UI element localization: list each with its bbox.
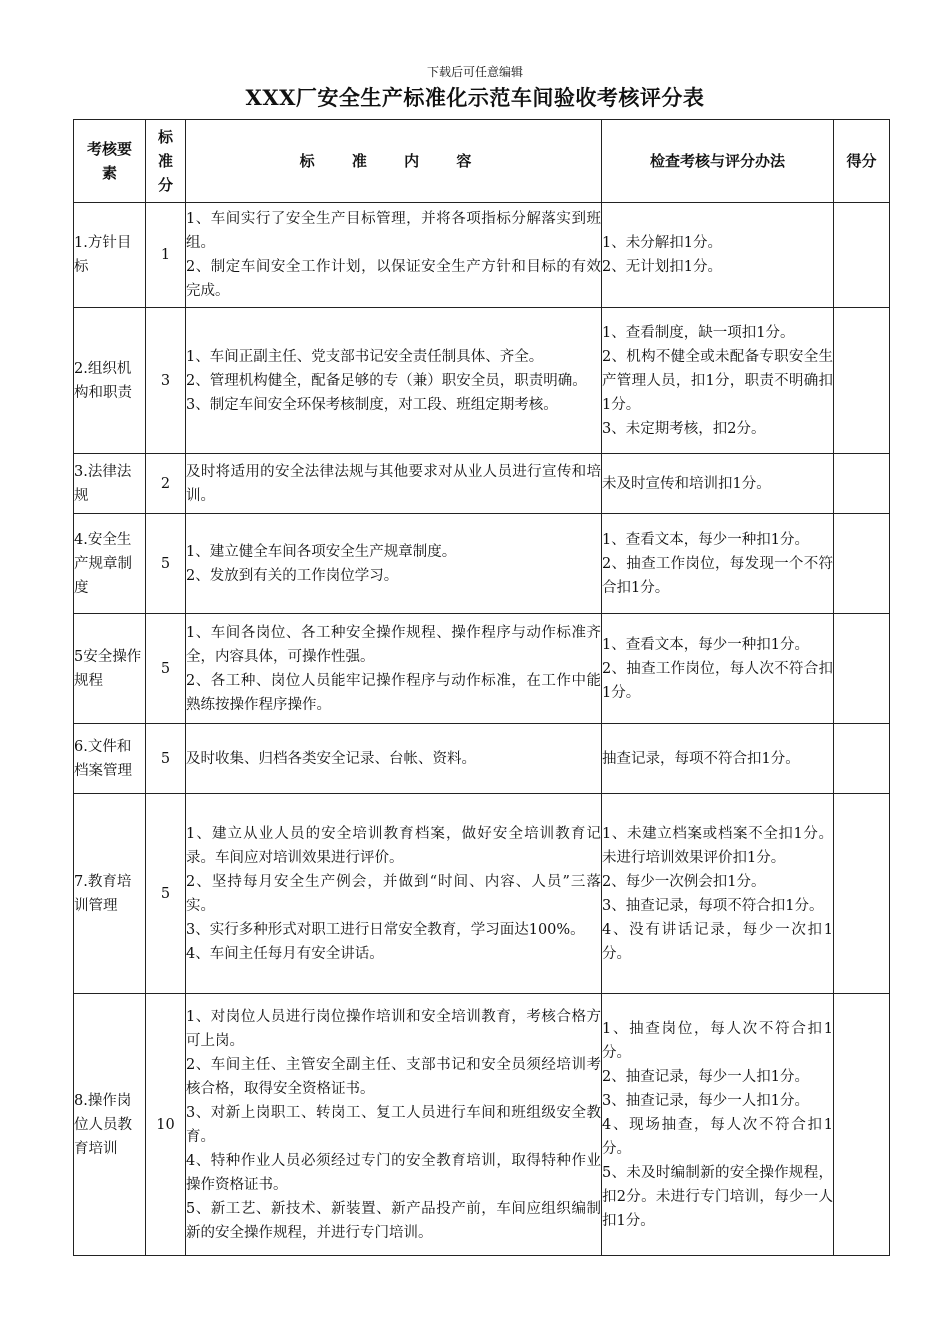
content-line: 1、建立健全车间各项安全生产规章制度。 (186, 543, 457, 560)
cell-element: 4.安全生产规章制度 (74, 514, 146, 614)
method-line: 未及时宣传和培训扣1分。 (602, 475, 771, 492)
content-line: 1、车间正副主任、党支部书记安全责任制具体、齐全。 (186, 348, 544, 365)
cell-content (186, 994, 602, 1256)
cell-standard-score: 5 (146, 514, 186, 614)
content-line: 2、制定车间安全工作计划，以保证安全生产方针和目标的有效完成。 (186, 259, 601, 299)
table-row (74, 794, 890, 994)
cell-content (186, 454, 602, 514)
method-line: 5、未及时编制新的安全操作规程，扣2分。未进行专门培训，每少一人扣1分。 (602, 1164, 833, 1229)
cell-content (186, 614, 602, 724)
content-line: 3、对新上岗职工、转岗工、复工人员进行车间和班组级安全教育。 (186, 1104, 601, 1145)
method-line: 1、未建立档案或档案不全扣1分。未进行培训效果评价扣1分。 (602, 825, 833, 866)
method-line: 2、无计划扣1分。 (602, 259, 722, 275)
method-line: 4、现场抽查，每人次不符合扣1分。 (602, 1116, 833, 1157)
cell-content (186, 794, 602, 994)
method-line: 2、抽查工作岗位，每发现一个不符合扣1分。 (602, 555, 833, 596)
method-line: 1、查看文本，每少一种扣1分。 (602, 531, 809, 548)
content-line: 2、管理机构健全，配备足够的专（兼）职安全员，职责明确。 (186, 372, 587, 389)
cell-standard-score: 2 (146, 454, 186, 514)
cell-score-input[interactable] (834, 514, 890, 614)
header-element: 考核要素 (74, 120, 146, 203)
header-score: 得分 (834, 120, 890, 203)
content-line: 1、车间实行了安全生产目标管理，并将各项指标分解落实到班组。 (186, 211, 601, 251)
cell-element: 2.组织机构和职责 (74, 308, 146, 454)
table-row (74, 994, 890, 1256)
cell-score-input[interactable] (834, 794, 890, 994)
cell-standard-score: 10 (146, 994, 186, 1256)
cell-element: 3.法律法规 (74, 454, 146, 514)
table-row (74, 724, 890, 794)
content-line: 及时收集、归档各类安全记录、台帐、资料。 (186, 750, 476, 767)
content-line: 3、实行多种形式对职工进行日常安全教育，学习面达100%。 (186, 921, 585, 938)
content-line: 4、车间主任每月有安全讲话。 (186, 945, 384, 962)
content-line: 3、制定车间安全环保考核制度，对工段、班组定期考核。 (186, 396, 558, 413)
method-line: 1、抽查岗位，每人次不符合扣1分。 (602, 1020, 833, 1061)
cell-content (186, 308, 602, 454)
cell-element: 7.教育培训管理 (74, 794, 146, 994)
method-line: 2、每少一次例会扣1分。 (602, 873, 766, 890)
content-line: 1、建立从业人员的安全培训教育档案，做好安全培训教育记录。车间应对培训效果进行评价。 (186, 825, 601, 866)
content-line: 5、新工艺、新技术、新装置、新产品投产前，车间应组织编制新的安全操作规程，并进行专门培训。 (186, 1200, 601, 1241)
header-standard-score: 标准分 (146, 120, 186, 203)
method-line: 1、查看制度，缺一项扣1分。 (602, 324, 795, 341)
watermark-text: 下载后可任意编辑 (426, 65, 523, 79)
content-line: 2、各工种、岗位人员能牢记操作程序与动作标准，在工作中能熟练按操作程序操作。 (186, 672, 601, 713)
cell-content (186, 203, 602, 308)
content-line: 2、发放到有关的工作岗位学习。 (186, 567, 399, 584)
cell-method (602, 514, 834, 614)
cell-standard-score: 1 (146, 203, 186, 308)
cell-element: 5安全操作规程 (74, 614, 146, 724)
cell-content (186, 514, 602, 614)
method-line: 1、未分解扣1分。 (602, 235, 722, 251)
method-line: 3、未定期考核，扣2分。 (602, 420, 766, 437)
cell-content (186, 724, 602, 794)
cell-element: 1.方针目标 (74, 203, 146, 308)
cell-score-input[interactable] (834, 994, 890, 1256)
cell-score-input[interactable] (834, 454, 890, 514)
method-line: 4、没有讲话记录，每少一次扣1分。 (602, 921, 833, 962)
content-line: 1、对岗位人员进行岗位操作培训和安全培训教育，考核合格方可上岗。 (186, 1008, 601, 1049)
method-line: 1、查看文本，每少一种扣1分。 (602, 636, 809, 653)
table-row (74, 614, 890, 724)
cell-standard-score: 5 (146, 724, 186, 794)
content-line: 2、坚持每月安全生产例会，并做到“时间、内容、人员”三落实。 (186, 873, 601, 914)
table-row (74, 308, 890, 454)
method-line: 3、抽查记录，每少一人扣1分。 (602, 1092, 809, 1109)
cell-method (602, 308, 834, 454)
content-line: 及时将适用的安全法律法规与其他要求对从业人员进行宣传和培训。 (186, 463, 601, 504)
cell-element: 8.操作岗位人员教育培训 (74, 994, 146, 1256)
cell-method (602, 794, 834, 994)
cell-score-input[interactable] (834, 308, 890, 454)
content-line: 2、车间主任、主管安全副主任、支部书记和安全员须经培训考核合格，取得安全资格证书。 (186, 1056, 601, 1097)
method-line: 3、抽查记录，每项不符合扣1分。 (602, 897, 824, 914)
cell-standard-score: 3 (146, 308, 186, 454)
table-header-row (74, 120, 890, 203)
method-line: 2、抽查记录，每少一人扣1分。 (602, 1068, 809, 1085)
table-row (74, 514, 890, 614)
cell-score-input[interactable] (834, 724, 890, 794)
evaluation-table (73, 119, 890, 1256)
cell-score-input[interactable] (834, 203, 890, 308)
content-line: 4、特种作业人员必须经过专门的安全教育培训，取得特种作业操作资格证书。 (186, 1152, 601, 1193)
cell-method (602, 454, 834, 514)
cell-element: 6.文件和档案管理 (74, 724, 146, 794)
method-line: 2、抽查工作岗位，每人次不符合扣1分。 (602, 660, 833, 701)
cell-method (602, 203, 834, 308)
cell-method (602, 614, 834, 724)
cell-score-input[interactable] (834, 614, 890, 724)
method-line: 2、机构不健全或未配备专职安全生产管理人员，扣1分，职责不明确扣1分。 (602, 348, 833, 413)
page-title: XXX厂安全生产标准化示范车间验收考核评分表 (245, 85, 705, 110)
header-content: 标 准 内 容 (186, 120, 602, 203)
cell-method (602, 724, 834, 794)
content-line: 1、车间各岗位、各工种安全操作规程、操作程序与动作标准齐全，内容具体，可操作性强。 (186, 624, 601, 665)
table-row (74, 203, 890, 308)
cell-standard-score: 5 (146, 794, 186, 994)
cell-method (602, 994, 834, 1256)
method-line: 抽查记录，每项不符合扣1分。 (602, 750, 800, 767)
table-row (74, 454, 890, 514)
cell-standard-score: 5 (146, 614, 186, 724)
header-method: 检查考核与评分办法 (602, 120, 834, 203)
